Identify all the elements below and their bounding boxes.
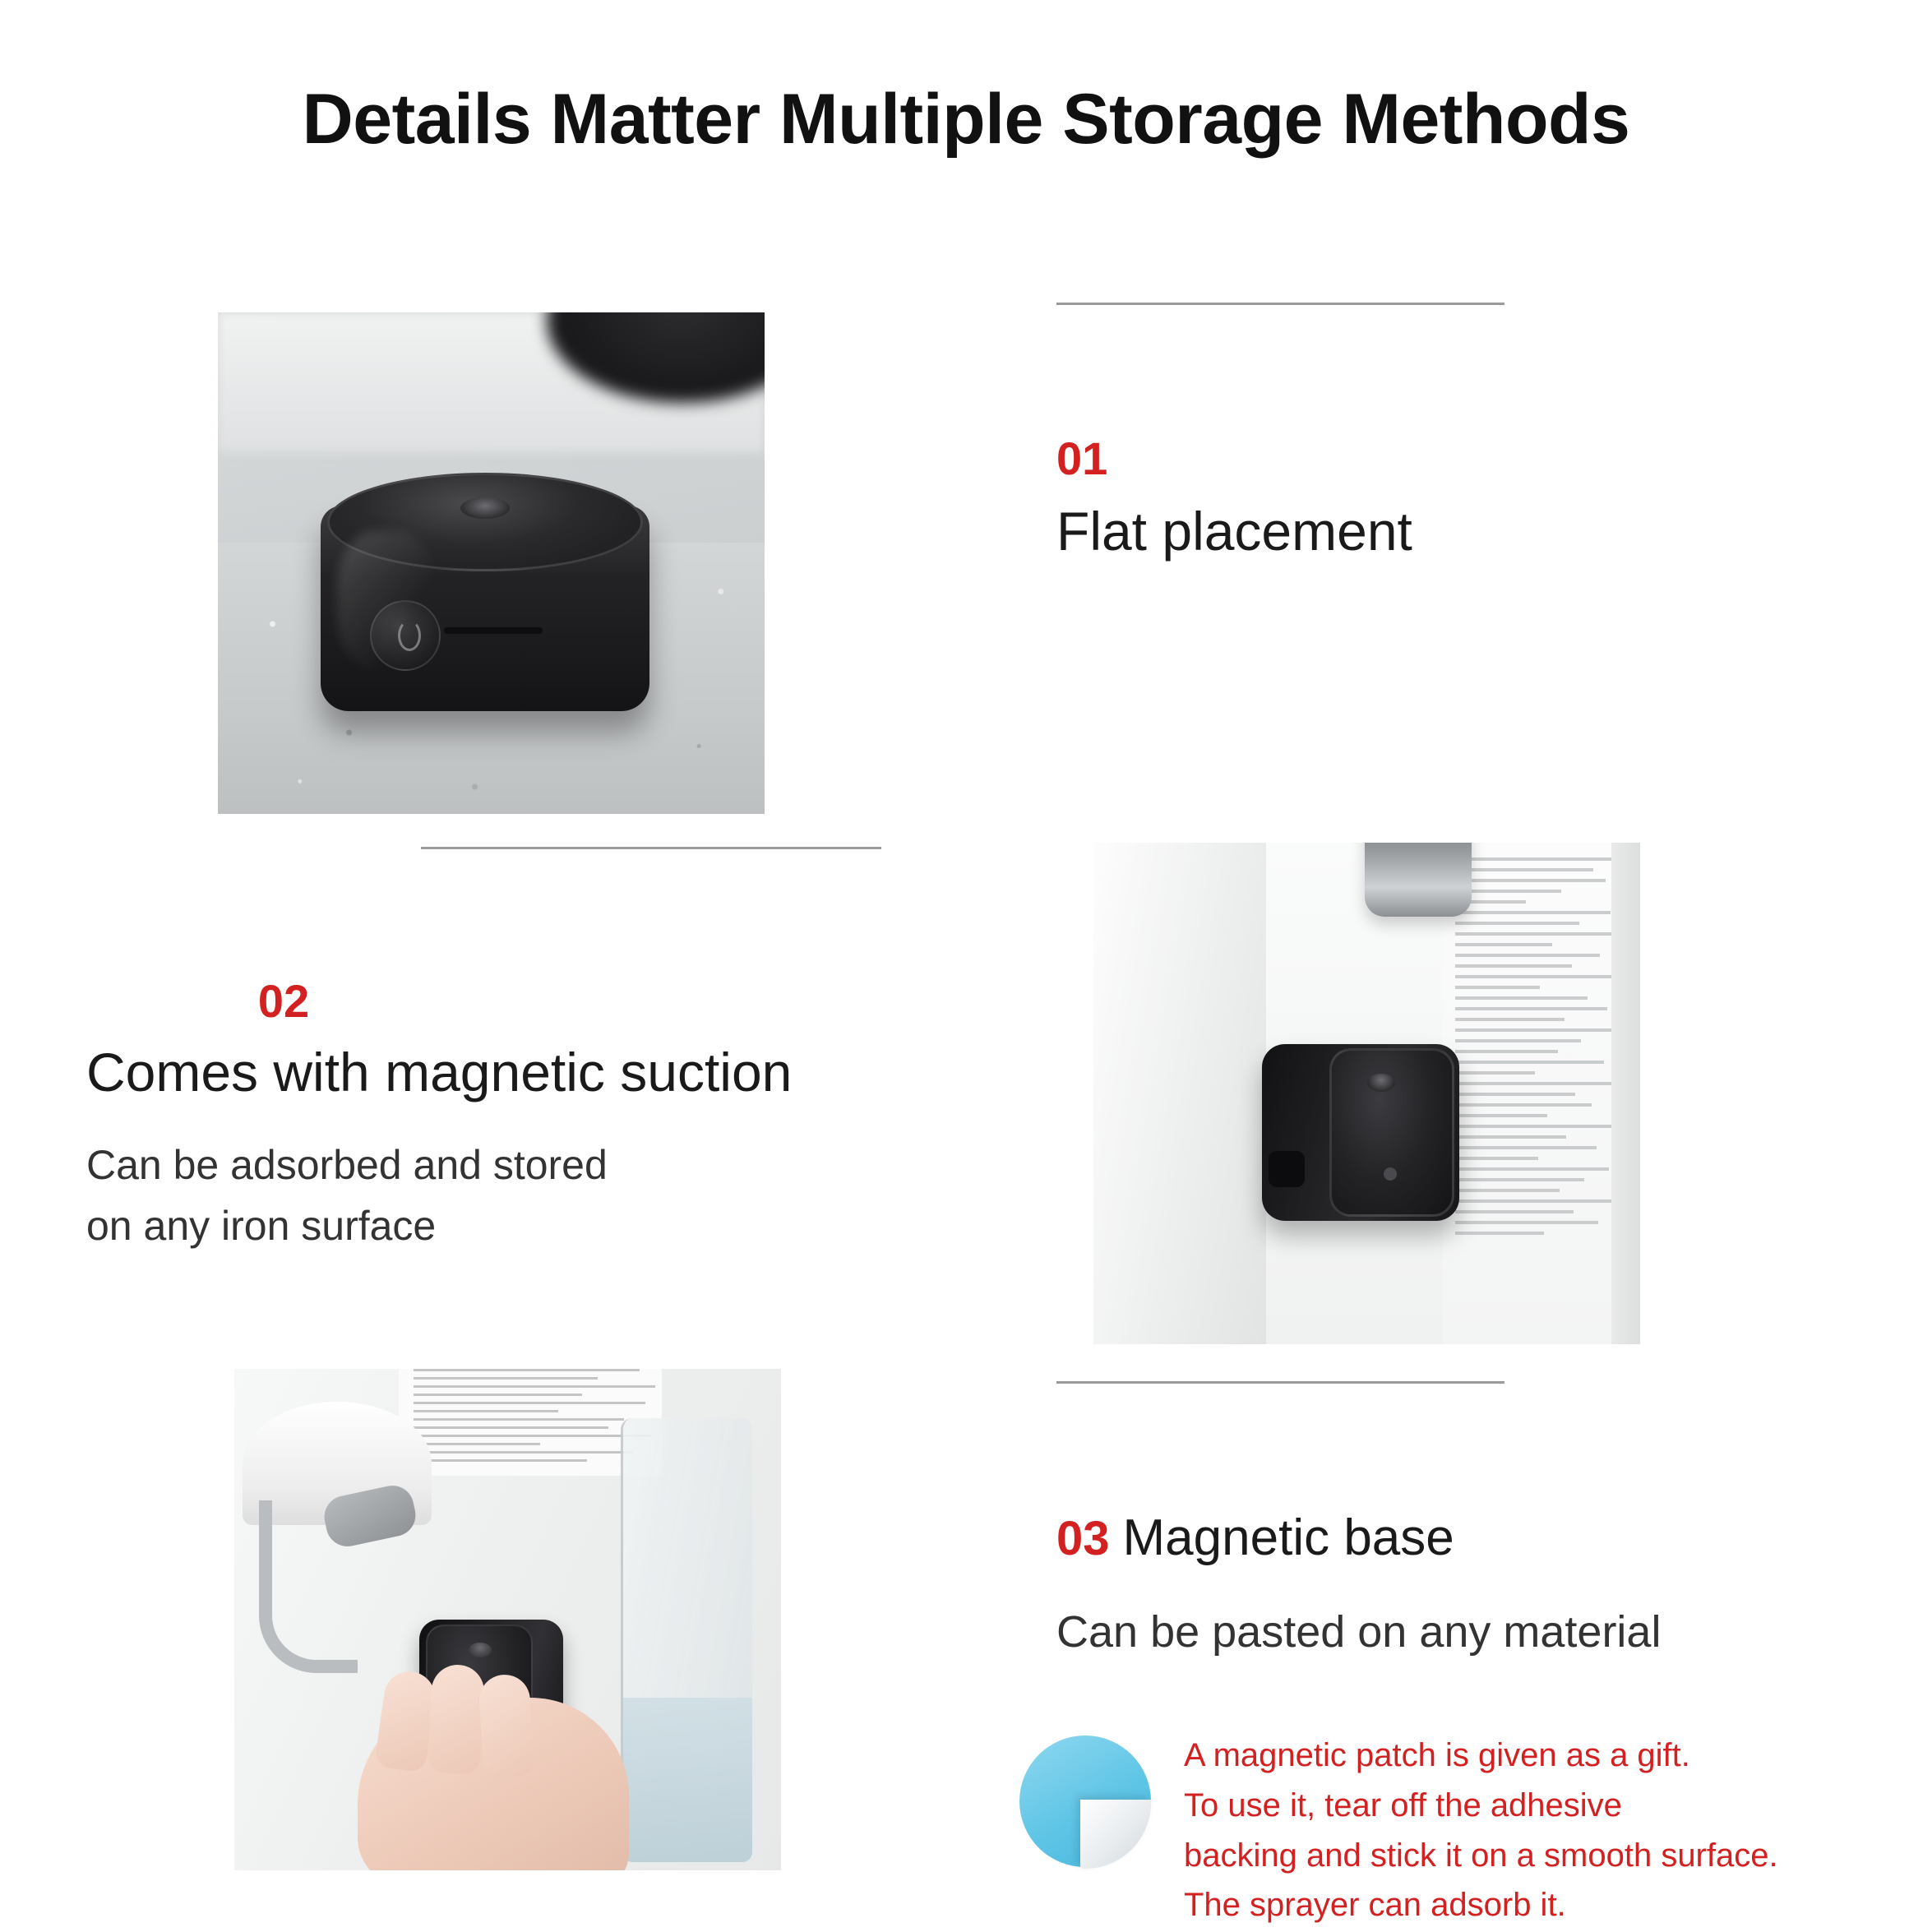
divider-line-step-3 bbox=[1056, 1381, 1504, 1384]
gift-note-line: The sprayer can adsorb it. bbox=[1184, 1887, 1566, 1924]
photo-flat-placement bbox=[218, 312, 765, 814]
step-3-text-block bbox=[1056, 1509, 1661, 1657]
gift-note-line: To use it, tear off the adhesive bbox=[1184, 1786, 1622, 1823]
gift-note-text bbox=[1184, 1731, 1891, 1930]
step-2-subtext-line-2: on any iron surface bbox=[86, 1202, 437, 1249]
photo2-label-text-lines bbox=[1455, 857, 1632, 1330]
photo-magnetic-base bbox=[234, 1369, 781, 1870]
device-indicator-dot bbox=[1384, 1167, 1397, 1181]
divider-line-step-2 bbox=[421, 847, 881, 849]
device-top-face bbox=[1329, 1048, 1454, 1217]
gift-note-line: backing and stick it on a smooth surface. bbox=[1184, 1837, 1778, 1874]
device-nozzle-hole bbox=[460, 497, 510, 519]
step-1-text-block bbox=[1056, 432, 1412, 562]
photo3-water-tank bbox=[621, 1418, 752, 1862]
step-2-number: 02 bbox=[257, 975, 310, 1027]
divider-line-step-1 bbox=[1056, 303, 1504, 305]
device-nozzle-hole bbox=[469, 1643, 492, 1657]
photo3-finger bbox=[478, 1673, 535, 1778]
device-side-notch bbox=[1269, 1151, 1305, 1187]
photo2-chrome-knob bbox=[1365, 843, 1472, 917]
magnetic-patch-icon bbox=[1019, 1736, 1151, 1867]
photo1-sprayer-device bbox=[321, 473, 649, 736]
photo2-sprayer-device bbox=[1262, 1044, 1459, 1221]
photo2-panel-right bbox=[1611, 843, 1640, 1344]
photo-magnetic-suction bbox=[1093, 843, 1640, 1344]
device-glossy-highlight bbox=[337, 530, 436, 670]
gift-note-line: A magnetic patch is given as a gift. bbox=[1184, 1737, 1690, 1773]
photo3-finger bbox=[428, 1663, 486, 1774]
page-title: Details Matter Multiple Storage Methods bbox=[302, 80, 1630, 159]
step-2-heading: Comes with magnetic suction bbox=[86, 1042, 793, 1102]
step-1-number: 01 bbox=[1056, 432, 1108, 484]
device-slot bbox=[444, 627, 543, 634]
photo3-water-level bbox=[623, 1698, 752, 1862]
step-2-text-block bbox=[86, 974, 974, 1254]
step-3-headline bbox=[1056, 1509, 1661, 1567]
step-3-subtext: Can be pasted on any material bbox=[1056, 1607, 1662, 1657]
patch-peel-backing bbox=[1080, 1800, 1151, 1869]
step-3-heading: Magnetic base bbox=[1122, 1509, 1454, 1566]
step-1-heading: Flat placement bbox=[1056, 501, 1412, 562]
photo2-panel-left bbox=[1093, 843, 1266, 1344]
device-nozzle-hole bbox=[1367, 1074, 1395, 1092]
step-2-subtext-line-1: Can be adsorbed and stored bbox=[86, 1142, 608, 1188]
step-3-number: 03 bbox=[1056, 1512, 1110, 1565]
